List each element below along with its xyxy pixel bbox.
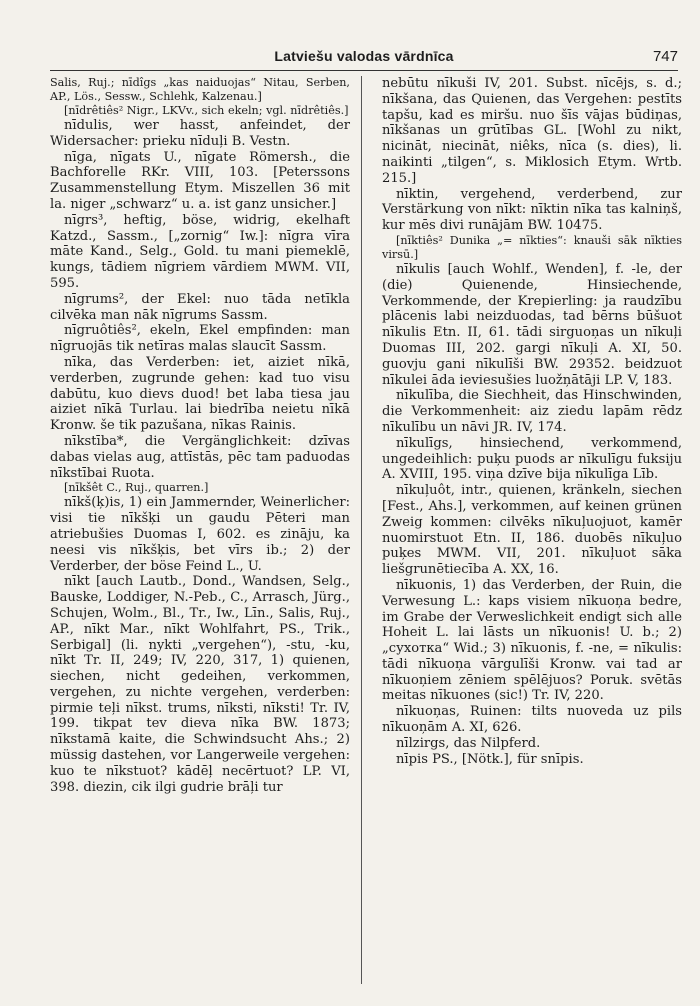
- dictionary-entry: [nīkšêt C., Ruj., quarren.]: [64, 481, 209, 495]
- dictionary-entry: nīkuonis, 1) das Verderben, der Ruin, die Verwesung L.: kaps visiem nīkuoņa bedre, im Grabe der Verweslichkeit endigt sich alle Hoheit L. lai lāsts un nīkuonis! U. b.; 2) „сухотка“ Wid.; 3) nīkuonis, f. -ne, = nīkulis: tādi nīkuoņa vārgulīši Kronw. vai tad ar nīkuoņiem zēniem spēlējuos? Poruk. svētās meitas nīkuones (sic!) Tr. IV, 220.: [382, 577, 682, 704]
- dictionary-entry: nīkš(ķ)is, 1) ein Jammernder, Weinerlicher: visi tie nīkšķi un gaudu Pēteri man atriebušies Duomas I, 602. es zināju, ka neesi vis nīkšķis, bet vīrs ib.; 2) der Verderber, der böse Feind L., U.: [50, 495, 350, 574]
- dictionary-entry: nīkulība, die Siechheit, das Hinschwinden, die Verkommenheit: aiz ziedu lapām rēdz nīkulību un nāvi JR. IV, 174.: [382, 388, 682, 435]
- dictionary-entry: nīkt [auch Lautb., Dond., Wandsen, Selg., Bauske, Loddiger, N.-Peb., C., Arrasch, Jürg., Schujen, Wolm., Bl., Tr., Iw., Līn., Salis, Ruj., AP., nīkt Mar., nīkt Wohlfahrt, PS., Trik., Serbigal] (li. nykti „vergehen“), -stu, -ku, nīkt Tr. II, 249; IV, 220, 317, 1) quienen, siechen, nicht gedeihen, verkommen, vergehen, zu nichte vergehen, verderben: pirmie teļi nīkst. trums, nīksti, nīksti! Tr. IV, 199. tikpat tev dieva nīka BW. 1873; nīkstamā kaite, die Schwindsucht Ahs.; 2) müssig dastehen, vor Langerweile vergehen: kuo te nīkstuot? kādēļ necērtuot? LP. VI, 398. diezin, cik ilgi gudrie brāļi tur: [50, 574, 350, 795]
- dictionary-entry: nīkstība*, die Vergänglichkeit: dzīvas dabas vielas aug, attīstās, pēc tam paduodas nīkstībai Ruota.: [50, 433, 350, 481]
- dictionary-entry: nīkuļuôt, intr., quienen, kränkeln, siechen [Fest., Ahs.], verkommen, auf keinen grünen Zweig kommen: cilvēks nīkuļuojuot, kamēr nuomirstuot Etn. II, 186. duobēs nīkuļuo puķes MWM. VII, 201. nīkuļuot sāka liešgrunētiecība A. XX, 16.: [382, 483, 682, 578]
- page-header: [50, 48, 678, 71]
- dictionary-entry: nīkuoņas, Ruinen: tilts nuoveda uz pils nīkuoņām A. XI, 626.: [382, 704, 682, 736]
- dictionary-entry: nīdulis, wer hasst, anfeindet, der Widersacher: prieku nīduļi B. Vestn.: [50, 118, 350, 149]
- dictionary-entry: nīkulis [auch Wohlf., Wenden], f. -le, der (die) Quienende, Hinsiechende, Verkommende, der Krepierling: ja raudzību plācenis labi neizduodas, tad bērns būšuot nīkulis Etn. II, 61. tādi sirguoņas un nīkuļi Duomas III, 202. gargi nīkuļi A. XI, 50. guovju gani nīkulīši BW. 29352. beidzuot nīkulei āda ieviesušies luožņātāji LP. V, 183.: [382, 261, 682, 388]
- dictionary-entry: nīlzirgs, das Nilpferd.: [396, 735, 541, 751]
- right-column: [382, 76, 682, 767]
- continued-entry: nebūtu nīkuši IV, 201. Subst. nīcējs, s. d.; nīkšana, das Quienen, das Vergehen: pestīts tapšu, kad es miršu. nuo šīs vājas būdiņas, nīkšanas un grūtības GL. [Wohl zu nikt, nicināt, niecināt, niêks, nīca (s. dies), li. naikinti „tilgen“, s. Miklosich Etym. Wrtb. 215.]: [382, 76, 682, 186]
- dictionary-entry: nīkulīgs, hinsiechend, verkommend, ungedeihlich: puķu puods ar nīkulīgu fuksiju A. XVIII, 195. viņa dzīve bija nīkulīga Līb.: [382, 435, 682, 483]
- dictionary-entry: nīka, das Verderben: iet, aiziet nīkā, verderben, zugrunde gehen: kad tuo visu dabūtu, kuo dievs duod! bet laba tiesa jau aiziet nīkā Turlau. lai biedrība neietu nīkā Kronw. še tik pazušana, nīkas Rainis.: [50, 354, 350, 434]
- continued-entry: Salis, Ruj.; nīdîgs „kas naiduojas“ Nitau, Serben, AP., Lös., Sessw., Schlehk, Kalzenau.]: [50, 76, 350, 103]
- dictionary-entry: nīga, nīgats U., nīgate Römersh., die Bachforelle RKr. VIII, 103. [Peterssons Zusammenstellung Etym. Miszellen 36 mit la. niger „schwarz“ u. a. ist ganz unsicher.]: [50, 149, 350, 212]
- column-divider: [361, 76, 362, 984]
- dictionary-entry: nīktin, vergehend, verderbend, zur Verstärkung von nīkt: nīktin nīka tas kalniņš, kur mēs divi runājām BW. 10475.: [382, 186, 682, 234]
- page-number: 747: [652, 48, 678, 65]
- running-title: Latviešu valodas vārdnīca: [274, 48, 454, 64]
- dictionary-entry: [nīktiês² Dunika „= nīkties“: knauši sāk nīkties virsū.]: [382, 233, 682, 261]
- dictionary-entry: nīgrs³, heftig, böse, widrig, ekelhaft Katzd., Sassm., [„zornig“ Iw.]: nīgra vīra māte Kand., Selg., Gold. tu mani piemeklē, kungs, tādiem nīgriem vārdiem MWM. VII, 595.: [50, 212, 350, 291]
- dictionary-entry: nīpis PS., [Nötk.], für snīpis.: [396, 751, 584, 767]
- dictionary-entry: [nīdrêtiês² Nigr., LKVv., sich ekeln; vgl. nīdrêtiês.]: [64, 104, 349, 117]
- dictionary-entry: nīgrums², der Ekel: nuo tāda netīkla cilvēka man nāk nīgrums Sassm.: [50, 291, 350, 323]
- left-column: [50, 76, 350, 795]
- dictionary-entry: nīgruôtiês², ekeln, Ekel empfinden: man nīgruojās tik netīras malas slaucīt Sassm.: [50, 323, 350, 355]
